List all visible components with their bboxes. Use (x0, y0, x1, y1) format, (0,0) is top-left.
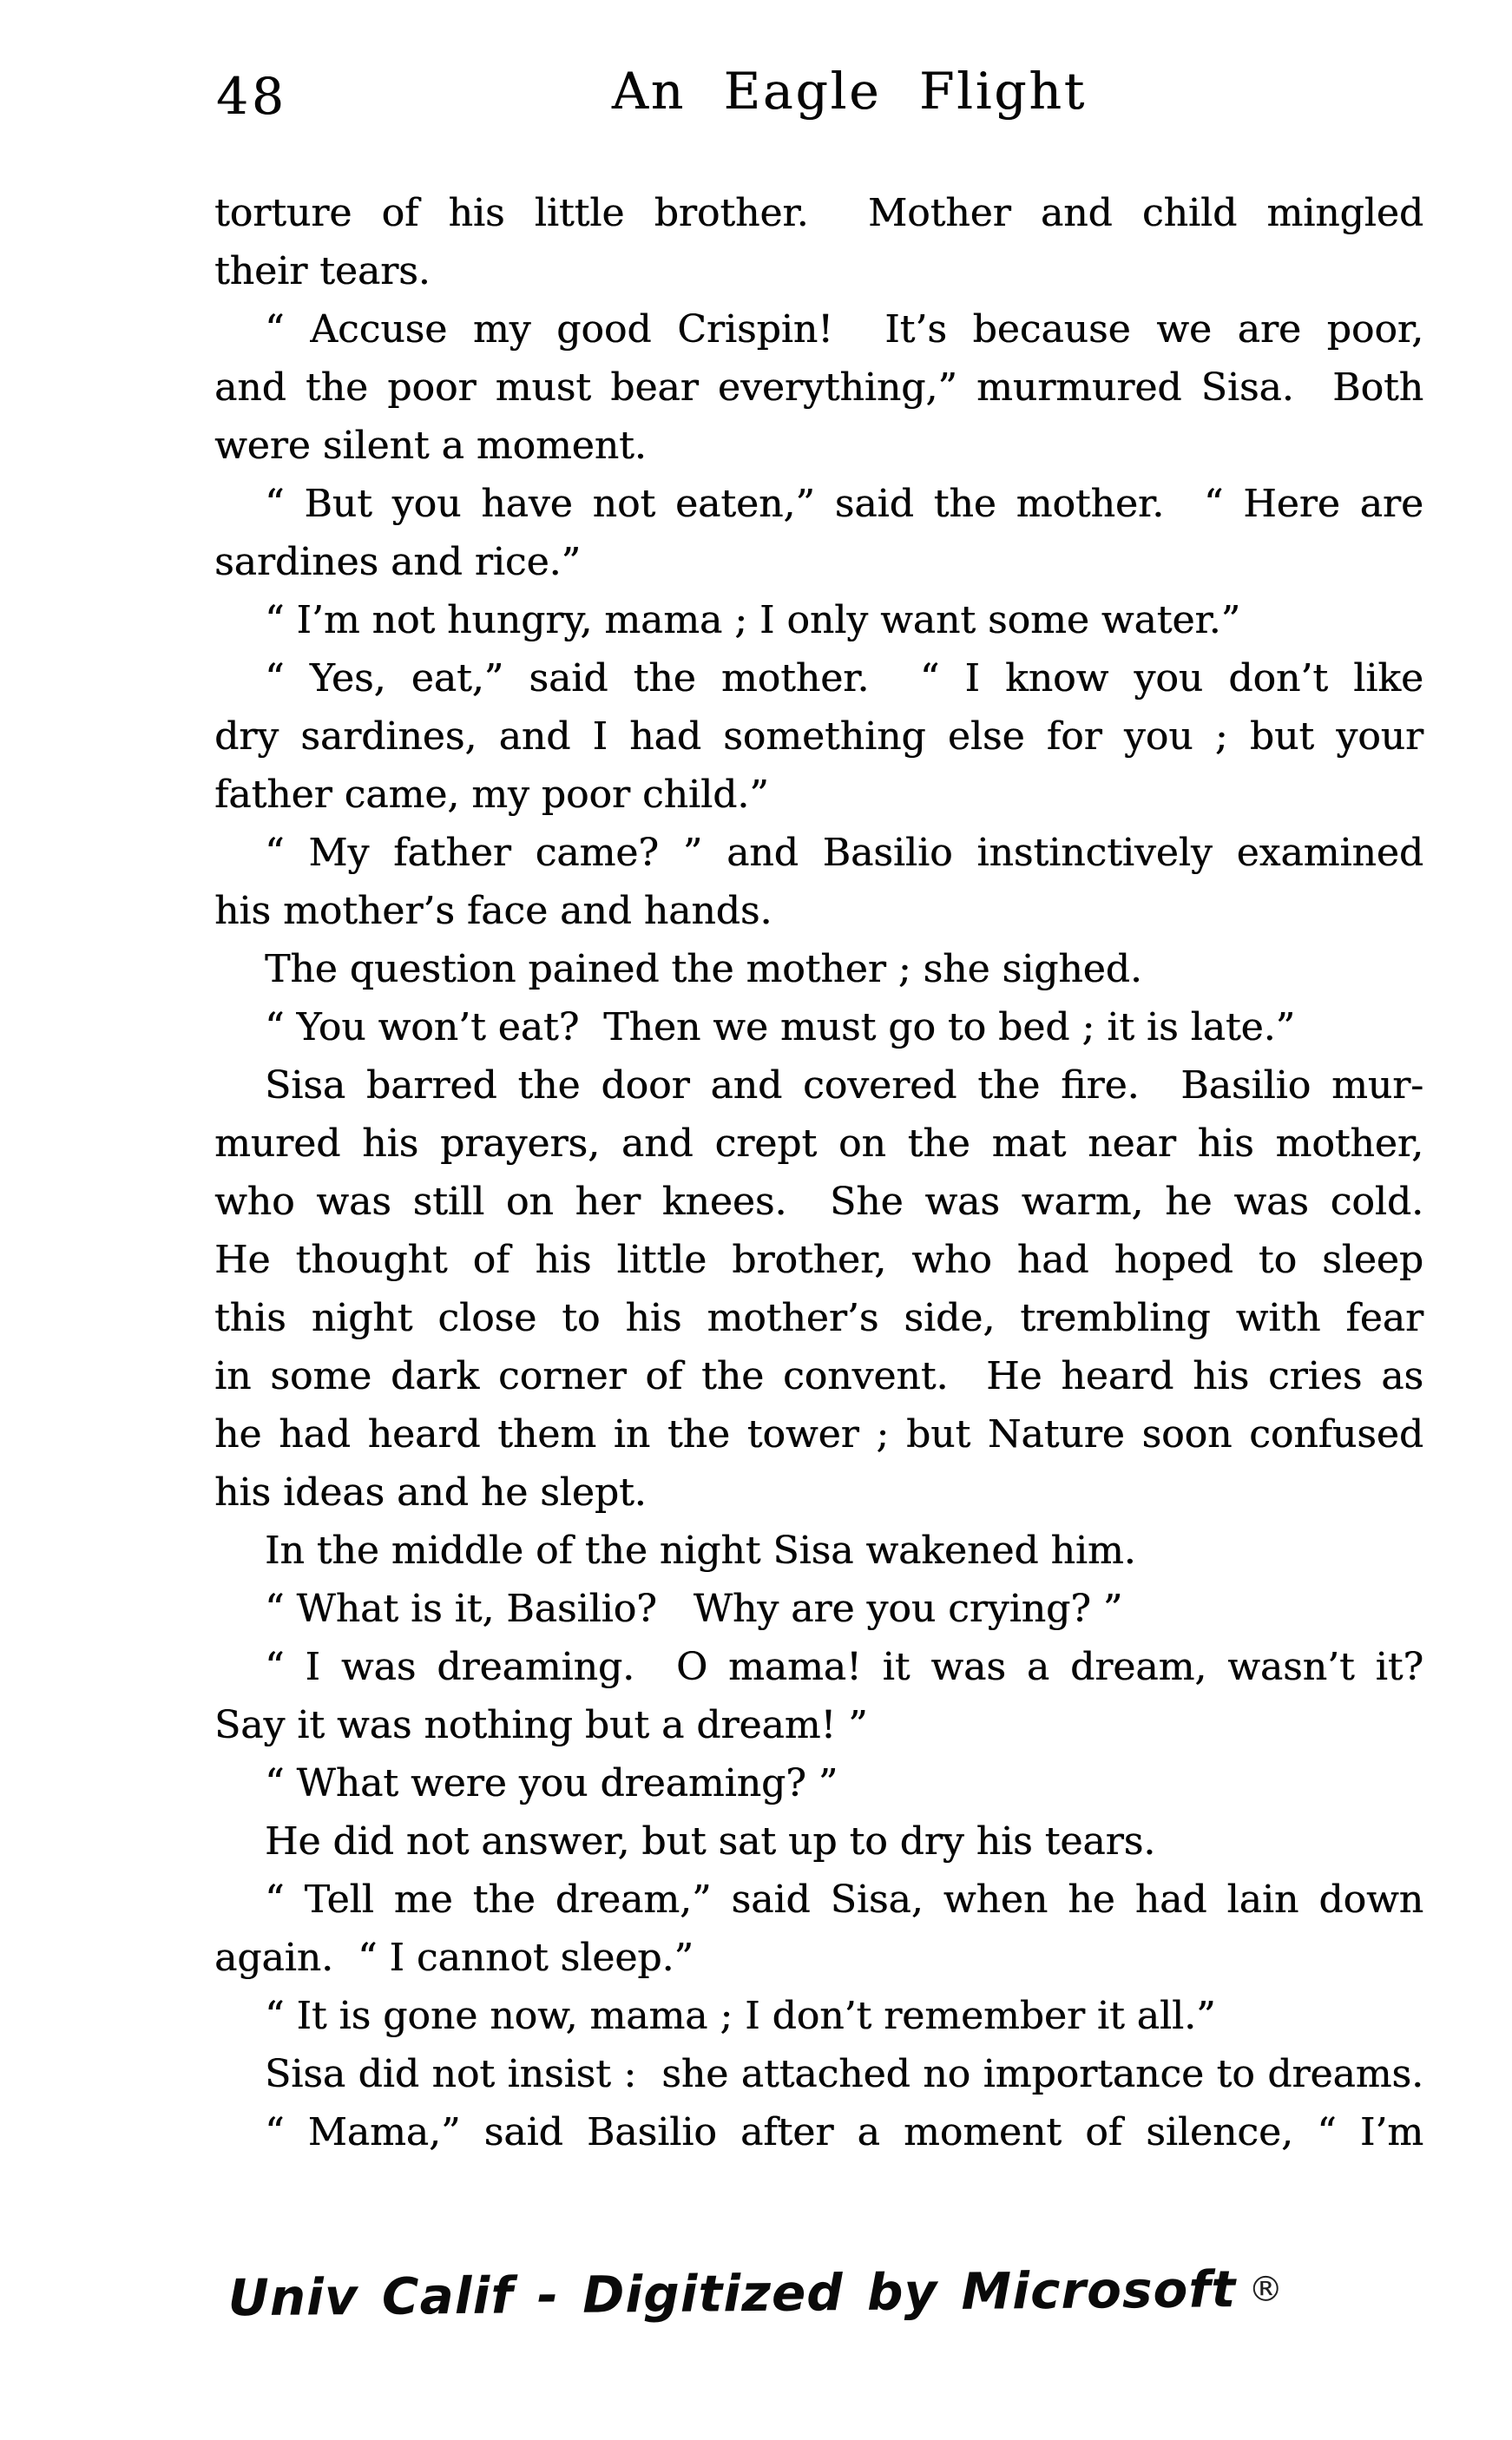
text-line: mured his prayers, and crept on the mat near his mother, (214, 1121, 1423, 1166)
page-footer (0, 2257, 1512, 2331)
text-line: Sisa did not insist : she attached no importance to dreams. (265, 2052, 1423, 2096)
text-line: and the poor must bear everything,” murmured Sisa. Both (214, 365, 1423, 410)
text-line: “ Accuse my good Crispin! It’s because we are poor, (265, 307, 1423, 352)
text-line: his ideas and he slept. (214, 1470, 647, 1515)
page-title: An Eagle Flight (611, 62, 1088, 121)
watermark-text: Univ Calif - Digitized by Microsoft (227, 2259, 1237, 2328)
text-line: in some dark corner of the convent. He heard his cries as (214, 1354, 1423, 1398)
text-line: Sisa barred the door and covered the fire. Basilio mur- (265, 1063, 1423, 1108)
text-line: In the middle of the night Sisa wakened him. (265, 1529, 1136, 1573)
text-line: “ My father came? ” and Basilio instinctively examined (265, 831, 1423, 875)
text-line: “ But you have not eaten,” said the mother. “ Here are (265, 482, 1423, 526)
text-line: were silent a moment. (214, 424, 647, 468)
text-line: he had heard them in the tower ; but Nature soon confused (214, 1412, 1423, 1457)
text-line: “ What is it, Basilio? Why are you crying? ” (265, 1587, 1123, 1631)
text-line: The question pained the mother ; she sighed. (265, 947, 1142, 991)
text-line: again. “ I cannot sleep.” (214, 1936, 694, 1980)
text-line: their tears. (214, 249, 431, 293)
text-line: “ What were you dreaming? ” (265, 1761, 838, 1805)
text-line: He thought of his little brother, who had hoped to sleep (214, 1238, 1423, 1282)
text-line: “ Tell me the dream,” said Sisa, when he had lain down (265, 1878, 1423, 1922)
page-header (214, 62, 1423, 144)
text-line: “ I’m not hungry, mama ; I only want some water.” (265, 598, 1241, 642)
body-text (214, 184, 1423, 2161)
text-line: “ Mama,” said Basilio after a moment of silence, “ I’m (265, 2110, 1423, 2154)
registered-trademark-icon: ® (1248, 2269, 1285, 2311)
page-number: 48 (216, 67, 287, 126)
text-line: He did not answer, but sat up to dry his tears. (265, 1819, 1156, 1864)
text-line: his mother’s face and hands. (214, 889, 772, 933)
text-line: sardines and rice.” (214, 540, 582, 584)
text-line: father came, my poor child.” (214, 773, 769, 817)
text-line: “ Yes, eat,” said the mother. “ I know you don’t like (265, 656, 1423, 700)
text-line: Say it was nothing but a dream! ” (214, 1703, 868, 1747)
text-line: torture of his little brother. Mother and child mingled (214, 191, 1423, 235)
text-line: dry sardines, and I had something else for you ; but your (214, 714, 1423, 759)
text-line: “ You won’t eat? Then we must go to bed ; it is late.” (265, 1005, 1296, 1049)
text-line: who was still on her knees. She was warm, he was cold. (214, 1180, 1423, 1224)
text-line: “ It is gone now, mama ; I don’t remember it all.” (265, 1994, 1216, 2038)
text-line: “ I was dreaming. O mama! it was a dream, wasn’t it? (265, 1645, 1423, 1689)
text-line: this night close to his mother’s side, trembling with fear (214, 1296, 1423, 1340)
